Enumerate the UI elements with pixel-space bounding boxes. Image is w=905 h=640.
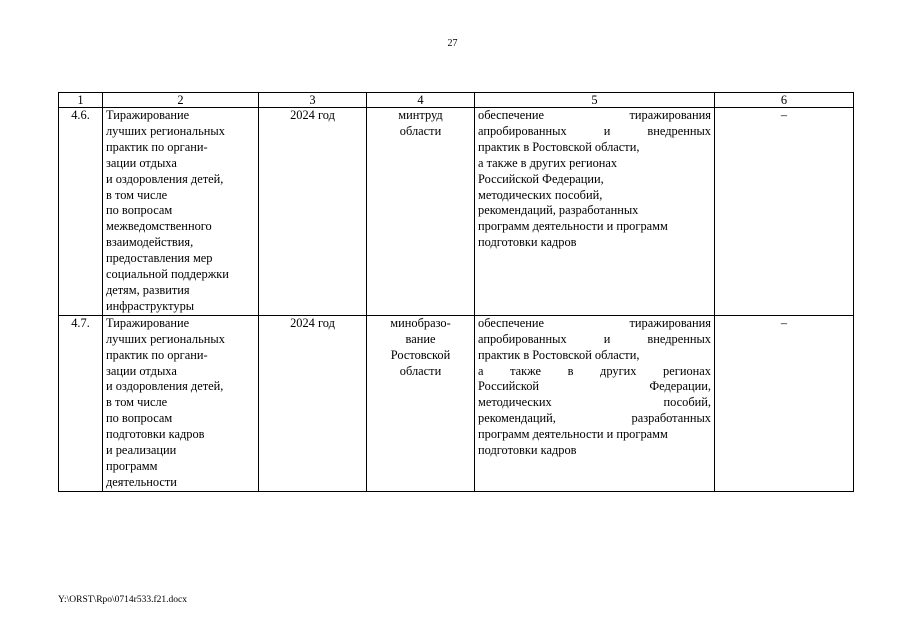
table-row: [59, 315, 854, 491]
executor-line: области: [399, 123, 442, 138]
measure-name-line: деятельности: [106, 474, 177, 489]
result-word: а: [478, 363, 484, 378]
result-word: практик в Ростовской области,: [478, 139, 640, 154]
result-word: обеспечение: [478, 108, 544, 122]
expected-result-line: [478, 443, 711, 459]
expected-result-line: [478, 219, 711, 235]
expected-result-line: [478, 364, 711, 380]
result-word: а также в других регионах: [478, 155, 618, 170]
measure-name-line: и оздоровления детей,: [106, 379, 224, 394]
measure-name-line: инфраструктуры: [106, 298, 195, 313]
executor-line: вание: [405, 331, 436, 346]
result-word: программ деятельности и программ: [478, 427, 668, 442]
measure-name-line: по вопросам: [106, 411, 173, 426]
file-path: Y:\ORST\Rpo\0714r533.f21.docx: [58, 595, 187, 605]
header-cell: 3: [259, 93, 367, 108]
row-number-cell: 4.6.: [59, 108, 103, 316]
result-word: разработанных: [631, 411, 711, 426]
result-word: также: [510, 363, 542, 378]
executor-cell: [367, 108, 475, 316]
measure-name-line: программ: [106, 458, 158, 473]
result-word: других: [600, 363, 637, 378]
result-word: и: [603, 331, 611, 346]
result-word: обеспечение: [478, 315, 544, 330]
result-word: методических пособий,: [478, 187, 603, 202]
measure-name-line: социальной поддержки: [106, 267, 229, 282]
measure-name-cell: [103, 108, 259, 316]
result-word: внедренных: [647, 123, 711, 138]
result-word: и: [603, 123, 611, 138]
measure-name-cell: [103, 315, 259, 491]
measure-name-line: зации отдыха: [106, 155, 177, 170]
expected-result-line: [478, 172, 711, 188]
measure-name-line: лучших региональных: [106, 331, 225, 346]
header-cell: 1: [59, 93, 103, 108]
header-cell: 4: [367, 93, 475, 108]
page-number: 27: [447, 38, 458, 49]
measure-name-line: в том числе: [106, 395, 168, 410]
expected-result-line: [478, 124, 711, 140]
measure-name-line: Тиражирование: [106, 315, 190, 330]
result-word: апробированных: [478, 123, 567, 138]
measure-name-line: детям, развития: [106, 282, 190, 297]
expected-result-line: [478, 108, 711, 124]
expected-result-line: [478, 332, 711, 348]
measure-name-line: по вопросам: [106, 203, 173, 218]
result-word: тиражирования: [629, 315, 711, 330]
measure-name-line: и реализации: [106, 443, 177, 458]
measure-name-line: в том числе: [106, 187, 168, 202]
expected-result-line: [478, 156, 711, 172]
note-cell: –: [715, 315, 854, 491]
executor-line: области: [399, 363, 442, 378]
row-number-cell: 4.7.: [59, 315, 103, 491]
measure-name-line: взаимодействия,: [106, 235, 194, 250]
measure-name-line: практик по органи-: [106, 139, 208, 154]
result-word: Российской: [478, 379, 540, 394]
measure-name-line: практик по органи-: [106, 347, 208, 362]
result-word: рекомендаций, разработанных: [478, 203, 639, 218]
expected-result-line: [478, 235, 711, 251]
expected-result-line: [478, 411, 711, 427]
deadline-cell: 2024 год: [259, 108, 367, 316]
expected-result-line: [478, 140, 711, 156]
expected-result-line: [478, 379, 711, 395]
measure-name-line: предоставления мер: [106, 251, 213, 266]
result-word: подготовки кадров: [478, 235, 577, 250]
measure-name-line: межведомственного: [106, 219, 212, 234]
executor-line: Ростовской: [390, 347, 451, 362]
result-word: внедренных: [647, 331, 711, 346]
expected-result-line: [478, 427, 711, 443]
result-word: Российской Федерации,: [478, 171, 604, 186]
header-cell: 2: [103, 93, 259, 108]
expected-result-line: [478, 203, 711, 219]
result-word: практик в Ростовской области,: [478, 347, 640, 362]
note-cell: –: [715, 108, 854, 316]
measure-name-line: Тиражирование: [106, 108, 190, 122]
result-word: апробированных: [478, 331, 567, 346]
expected-result-line: [478, 316, 711, 332]
measure-name-line: лучших региональных: [106, 123, 225, 138]
measure-name-line: подготовки кадров: [106, 427, 205, 442]
result-word: пособий,: [663, 395, 711, 410]
result-word: в: [567, 363, 574, 378]
executor-line: минобразо-: [390, 315, 451, 330]
result-word: регионах: [663, 363, 711, 378]
result-word: методических: [478, 395, 552, 410]
result-word: Федерации,: [649, 379, 711, 394]
measure-name-line: и оздоровления детей,: [106, 171, 224, 186]
header-cell: 5: [475, 93, 715, 108]
deadline-cell: 2024 год: [259, 315, 367, 491]
expected-result-line: [478, 395, 711, 411]
result-word: программ деятельности и программ: [478, 219, 668, 234]
expected-result-line: [478, 348, 711, 364]
expected-result-line: [478, 188, 711, 204]
result-word: рекомендаций,: [478, 411, 556, 426]
executor-line: минтруд: [398, 108, 443, 122]
header-cell: 6: [715, 93, 854, 108]
header-row: [59, 93, 854, 108]
measure-name-line: зации отдыха: [106, 363, 177, 378]
table-row: [59, 108, 854, 316]
result-word: подготовки кадров: [478, 443, 577, 458]
result-word: тиражирования: [629, 108, 711, 122]
expected-result-cell: [475, 108, 715, 316]
expected-result-cell: [475, 315, 715, 491]
measures-table: [58, 92, 854, 492]
executor-cell: [367, 315, 475, 491]
